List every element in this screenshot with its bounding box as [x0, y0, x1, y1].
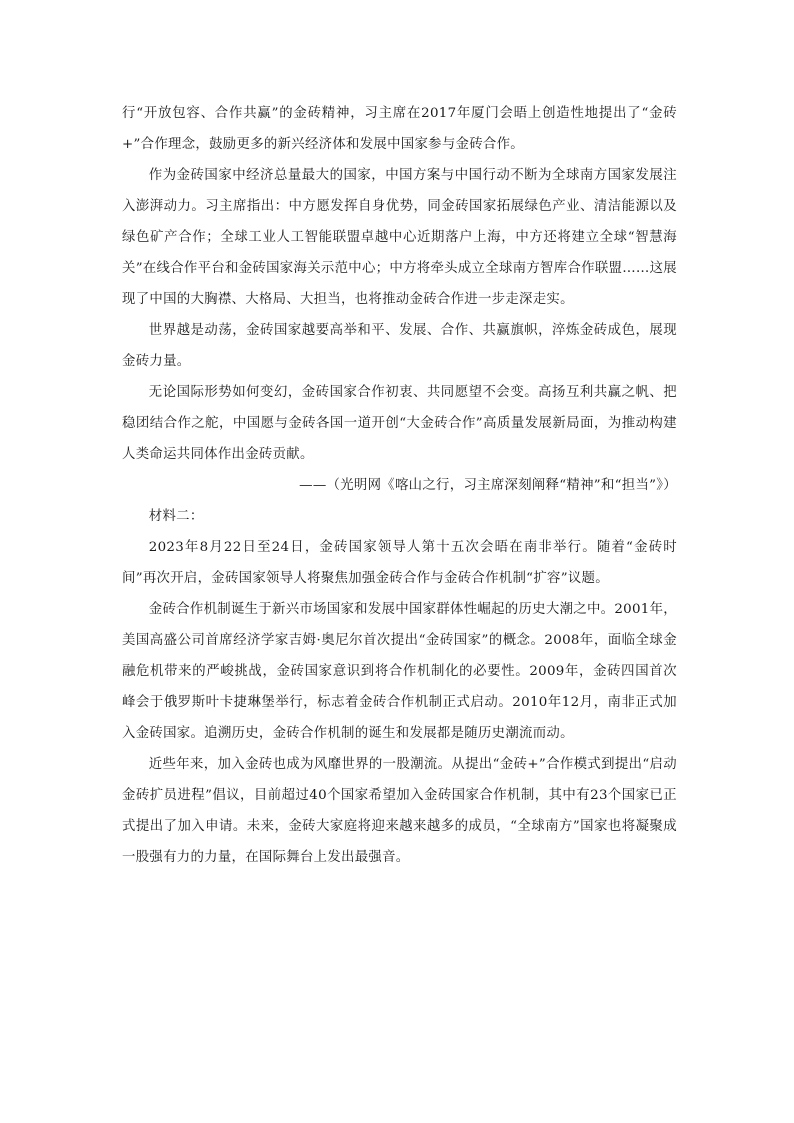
paragraph-cooperation-vision: 无论国际形势如何变幻，金砖国家合作初衷、共同愿望不会变。高扬互利共赢之帆、把稳团结合作之舵，中国愿与金砖各国一道开创“大金砖合作”高质量发展新局面，为推动构建人类命运共同体作出金砖贡献。 — [122, 385, 677, 462]
paragraph-brics-history: 金砖合作机制诞生于新兴市场国家和发展中国家群体性崛起的历史大潮之中。2001年，美国高盛公司首席经济学家吉姆·奥尼尔首次提出“金砖国家”的概念。2008年，面临全球金融危机带来的严峻挑战，金砖国家意识到将合作机制化的必要性。2009年，金砖四国首次峰会于俄罗斯叶卡捷琳堡举行，标志着金砖合作机制正式启动。2010年12月，南非正式加入金砖国家。追溯历史，金砖合作机制的诞生和发展都是随历史潮流而动。 — [122, 602, 677, 741]
material-two-label: 材料二： — [148, 509, 204, 524]
source-citation: ——（光明网《喀山之行，习主席深刻阐释“精神”和“担当”》） — [299, 478, 677, 493]
paragraph-continuation: 行“开放包容、合作共赢”的金砖精神，习主席在2017年厦门会晤上创造性地提出了“金砖+”合作理念，鼓励更多的新兴经济体和发展中国家参与金砖合作。 — [122, 106, 677, 152]
document-body — [122, 98, 677, 873]
paragraph-china-role: 作为金砖国家中经济总量最大的国家，中国方案与中国行动不断为全球南方国家发展注入澎湃动力。习主席指出：中方愿发挥自身优势，同金砖国家拓展绿色产业、清洁能源以及绿色矿产合作；全球工业人工智能联盟卓越中心近期落户上海，中方还将建立全球“智慧海关”在线合作平台和金砖国家海关示范中心；中方将牵头成立全球南方智库合作联盟……这展现了中国的大胸襟、大格局、大担当，也将推动金砖合作进一步走深走实。 — [122, 168, 677, 307]
paragraph-summit-2023: 2023年8月22日至24日，金砖国家领导人第十五次会晤在南非举行。随着“金砖时间”再次开启，金砖国家领导人将聚焦加强金砖合作与金砖合作机制“扩容”议题。 — [122, 540, 677, 586]
paragraph-world-turbulence: 世界越是动荡，金砖国家越要高举和平、发展、合作、共赢旗帜，淬炼金砖成色，展现金砖力量。 — [122, 323, 677, 369]
paragraph-brics-expansion: 近些年来，加入金砖也成为风靡世界的一股潮流。从提出“金砖+”合作模式到提出“启动金砖扩员进程”倡议，目前超过40个国家希望加入金砖国家合作机制，其中有23个国家已正式提出了加入申请。未来，金砖大家庭将迎来越来越多的成员，“全球南方”国家也将凝聚成一股强有力的力量，在国际舞台上发出最强音。 — [122, 757, 677, 865]
